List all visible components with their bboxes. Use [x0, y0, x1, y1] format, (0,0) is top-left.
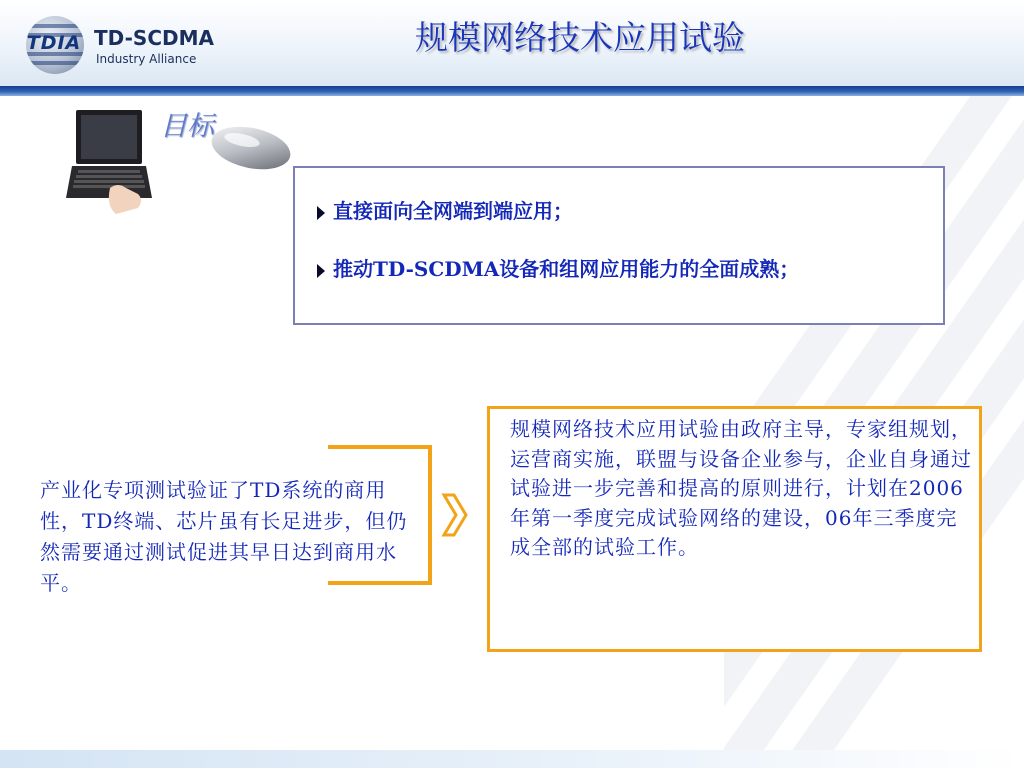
- bullet-arrow-icon: [317, 206, 325, 220]
- goal-item-1-text: 直接面向全网端到端应用；: [333, 199, 573, 223]
- header-rule: [0, 86, 1024, 96]
- logo-name: TD-SCDMA: [94, 26, 214, 50]
- logo-mark: TDIA: [26, 32, 82, 54]
- goal-box: [293, 166, 945, 325]
- bullet-arrow-icon: [317, 264, 325, 278]
- plan-paragraph: 规模网络技术应用试验由政府主导，专家组规划，运营商实施，联盟与设备企业参与，企业自身通过试验进一步完善和提高的原则进行，计划在2006年第一季度完成试验网络的建设，06年三季度完成全部的试验工作。: [510, 417, 972, 559]
- goal-label: 目标: [160, 111, 214, 142]
- logo-subtitle: Industry Alliance: [96, 52, 197, 66]
- goal-item-2-text: 推动TD-SCDMA设备和组网应用能力的全面成熟；: [333, 257, 800, 281]
- tdia-logo: [22, 14, 222, 74]
- mouse-icon: [206, 116, 296, 172]
- left-paragraph: 产业化专项测试验证了TD系统的商用性，TD终端、芯片虽有长足进步，但仍然需要通过测试促进其早日达到商用水平。: [40, 478, 408, 595]
- connector-arrow-icon: [322, 440, 472, 590]
- goal-item-1: [317, 196, 573, 226]
- plan-box: [487, 406, 982, 652]
- goal-item-2: [317, 254, 799, 284]
- bottom-band: [0, 750, 1024, 768]
- slide-title: 规模网络技术应用试验: [415, 18, 745, 57]
- laptop-icon: [66, 108, 156, 216]
